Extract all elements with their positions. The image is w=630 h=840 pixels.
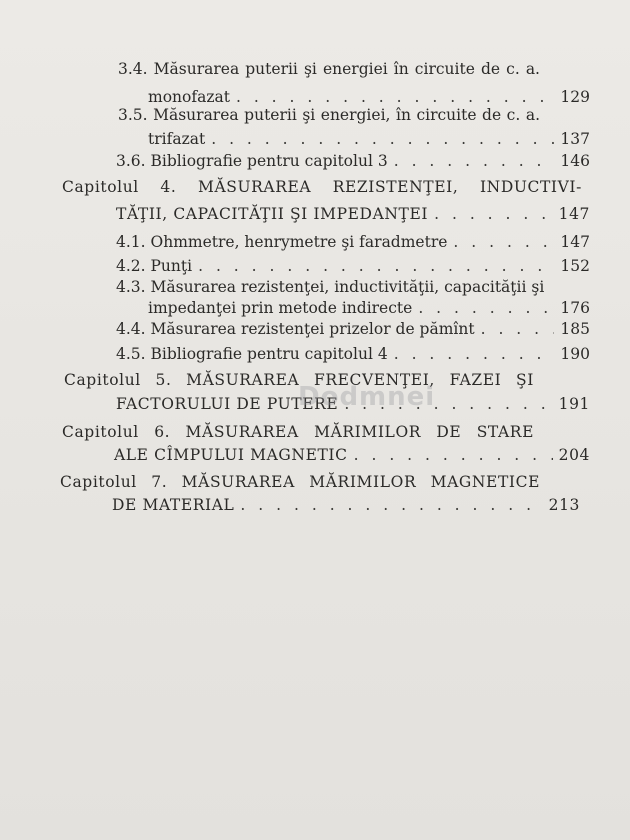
toc-entry-text: 4.3. Măsurarea rezistenţei, inductivităţii, capacităţii şi bbox=[116, 278, 545, 296]
page-number: 137 bbox=[560, 130, 590, 148]
toc-entry-4-1 bbox=[116, 231, 590, 253]
page-number: 147 bbox=[558, 205, 590, 223]
page-number: 129 bbox=[560, 88, 590, 106]
page-number: 152 bbox=[560, 257, 590, 275]
toc-chapter-title: Capitolul 7. MĂSURAREA MĂRIMILOR MAGNETICE bbox=[60, 473, 540, 491]
toc-chapter-title: FACTORULUI DE PUTERE bbox=[116, 395, 339, 413]
toc-entry-text: 3.5. Măsurarea puterii şi energiei, în circuite de c. a. bbox=[118, 106, 540, 124]
toc-chapter-4-cont bbox=[116, 203, 590, 225]
toc-chapter-title: DE MATERIAL bbox=[112, 496, 235, 514]
toc-entry-text: trifazat bbox=[148, 130, 206, 148]
toc-entry-text: monofazat bbox=[148, 88, 230, 106]
toc-entry-3-5-cont bbox=[148, 128, 590, 150]
toc-entry-text: 3.6. Bibliografie pentru capitolul 3 bbox=[116, 152, 388, 170]
leader-dots bbox=[354, 444, 553, 466]
toc-chapter-4 bbox=[62, 176, 582, 198]
page-number: 185 bbox=[560, 320, 590, 338]
toc-entry-text: impedanţei prin metode indirecte bbox=[148, 299, 413, 317]
page-number: 191 bbox=[558, 395, 590, 413]
toc-entry-3-4 bbox=[118, 58, 540, 80]
toc-entry-text: 4.1. Ohmmetre, henrymetre şi faradmetre bbox=[116, 233, 448, 251]
toc-entry-4-3-cont bbox=[148, 297, 590, 319]
toc-entry-text: 4.4. Măsurarea rezistenţei prizelor de pămînt bbox=[116, 320, 475, 338]
toc-chapter-title: ALE CÎMPULUI MAGNETIC bbox=[114, 446, 348, 464]
leader-dots bbox=[211, 128, 554, 150]
toc-entry-4-5 bbox=[116, 343, 590, 365]
page-number: 176 bbox=[560, 299, 590, 317]
toc-chapter-title: TĂŢII, CAPACITĂŢII ŞI IMPEDANŢEI bbox=[116, 205, 429, 223]
toc-entry-4-2 bbox=[116, 255, 590, 277]
toc-entry-4-4 bbox=[116, 318, 590, 340]
toc-chapter-6 bbox=[62, 421, 534, 443]
toc-entry-3-5 bbox=[118, 104, 540, 126]
page-number: 147 bbox=[560, 233, 590, 251]
toc-entry-4-3 bbox=[116, 276, 545, 298]
toc-chapter-title: Capitolul 4. MĂSURAREA REZISTENŢEI, INDUCTIVI- bbox=[62, 178, 582, 196]
toc-chapter-title: Capitolul 6. MĂSURAREA MĂRIMILOR DE STARE bbox=[62, 423, 534, 441]
toc-chapter-7 bbox=[60, 471, 540, 493]
leader-dots bbox=[240, 494, 542, 516]
toc-chapter-6-cont bbox=[114, 444, 590, 466]
watermark-logo: Dodmnei bbox=[298, 382, 436, 412]
page-number: 204 bbox=[558, 446, 590, 464]
toc-entry-text: 4.2. Punţi bbox=[116, 257, 193, 275]
toc-entry-text: 3.4. Măsurarea puterii şi energiei în circuite de c. a. bbox=[118, 60, 540, 78]
page-number: 146 bbox=[560, 152, 590, 170]
page-number: 190 bbox=[560, 345, 590, 363]
toc-chapter-7-cont bbox=[112, 494, 580, 516]
toc-entry-text: 4.5. Bibliografie pentru capitolul 4 bbox=[116, 345, 388, 363]
leader-dots bbox=[394, 343, 555, 365]
toc-entry-3-6 bbox=[116, 150, 590, 172]
leader-dots bbox=[418, 297, 554, 319]
leader-dots bbox=[481, 318, 555, 340]
page-number: 213 bbox=[548, 496, 580, 514]
leader-dots bbox=[434, 203, 552, 225]
leader-dots bbox=[453, 231, 554, 253]
leader-dots bbox=[394, 150, 555, 172]
toc-chapter-title: Capitolul 5. MĂSURAREA FRECVENŢEI, FAZEI ŞI bbox=[64, 371, 534, 389]
leader-dots bbox=[198, 255, 554, 277]
